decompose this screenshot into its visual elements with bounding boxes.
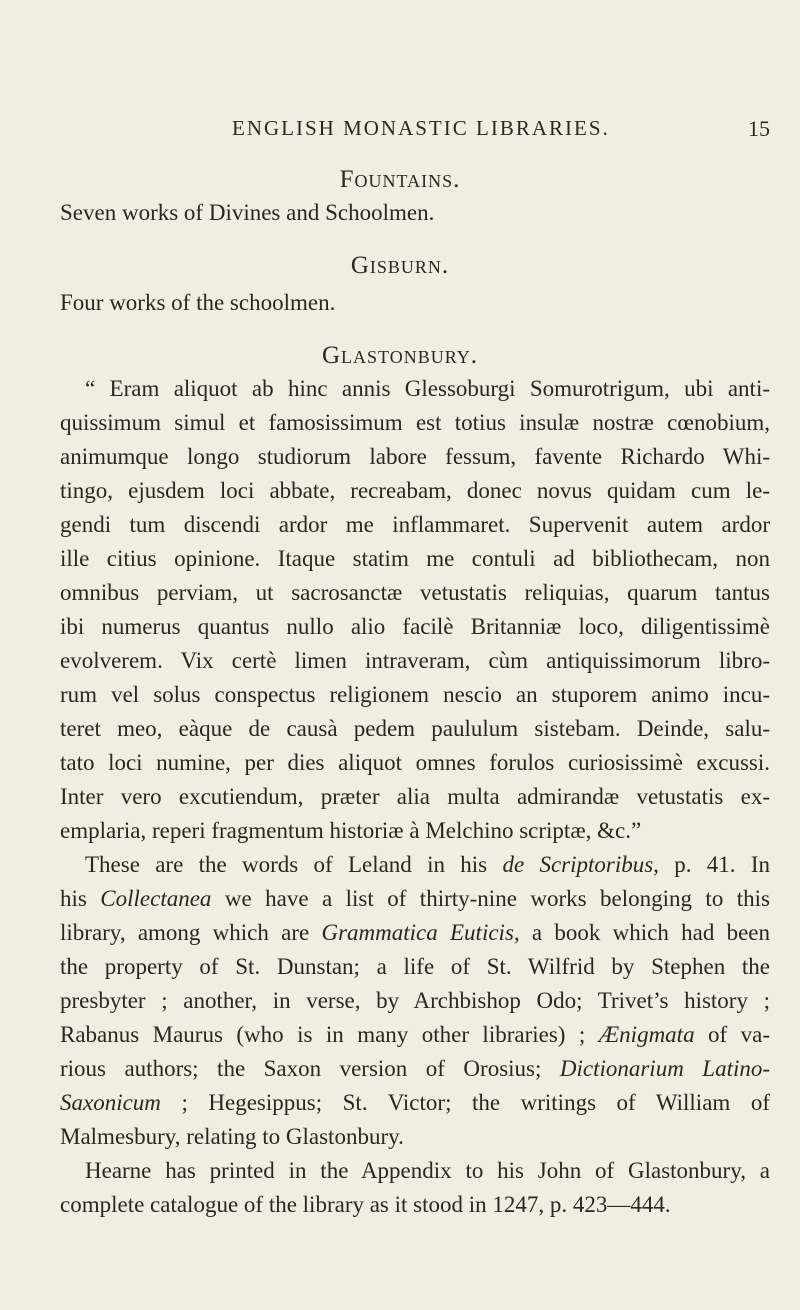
quote-line: omnibus perviam, ut sacrosanctæ vetustatis reliquias, quarum tantus <box>60 580 770 605</box>
paragraph-line: These are the words of Leland in his de Scriptoribus, p. 41. In <box>85 852 770 877</box>
quote-line: Inter vero excutiendum, præter alia multa admirandæ vetustatis ex- <box>60 784 770 809</box>
quote-line: teret meo, eàque de causà pedem paululum sistebam. Deinde, salu- <box>60 716 770 741</box>
gisburn-text: Four works of the schoolmen. <box>60 290 336 315</box>
quote-line: rum vel solus conspectus religionem nescio an stuporem animo incu- <box>60 682 770 707</box>
paragraph-line: Hearne has printed in the Appendix to his John of Glastonbury, a <box>85 1158 770 1183</box>
quote-line: “ Eram aliquot ab hinc annis Glessoburgi Somurotrigum, ubi anti- <box>85 376 770 401</box>
quote-line: tato loci numine, per dies aliquot omnes forulos curiosissimè excussi. <box>60 750 770 775</box>
paragraph-line: Malmesbury, relating to Glastonbury. <box>60 1124 404 1149</box>
quote-line: animumque longo studiorum labore fessum, favente Richardo Whi- <box>60 444 770 469</box>
paragraph-line: library, among which are Grammatica Euticis, a book which had been <box>60 920 770 945</box>
running-head <box>60 116 770 146</box>
quote-line: tingo, ejusdem loci abbate, recreabam, donec novus quidam cum le- <box>60 478 770 503</box>
paragraph-line: complete catalogue of the library as it stood in 1247, p. 423—444. <box>60 1192 671 1217</box>
quote-line: evolverem. Vix certè limen intraveram, cùm antiquissimorum libro- <box>60 648 770 673</box>
paragraph-line: Rabanus Maurus (who is in many other libraries) ; Ænigmata of va- <box>60 1022 770 1047</box>
fountains-text: Seven works of Divines and Schoolmen. <box>60 200 435 225</box>
heading-glastonbury: Glastonbury. <box>322 342 478 369</box>
paragraph-line: presbyter ; another, in verse, by Archbishop Odo; Trivet’s history ; <box>60 988 770 1013</box>
page-number: 15 <box>748 116 770 141</box>
quote-line: ille citius opinione. Itaque statim me contuli ad bibliothecam, non <box>60 546 770 571</box>
quote-line: ibi numerus quantus nullo alio facilè Britanniæ loco, diligentissimè <box>60 614 770 639</box>
paragraph-line: his Collectanea we have a list of thirty-nine works belonging to this <box>60 886 770 911</box>
quote-line: quissimum simul et famosissimum est totius insulæ nostræ cœnobium, <box>60 410 770 435</box>
paragraph-line: the property of St. Dunstan; a life of St. Wilfrid by Stephen the <box>60 954 770 979</box>
quote-line: gendi tum discendi ardor me inflammaret. Supervenit autem ardor <box>60 512 770 537</box>
paragraph-line: rious authors; the Saxon version of Orosius; Dictionarium Latino- <box>60 1056 771 1081</box>
paragraph-line: Saxonicum ; Hegesippus; St. Victor; the writings of William of <box>60 1090 770 1115</box>
heading-fountains: Fountains. <box>339 166 461 193</box>
heading-gisburn: Gisburn. <box>350 252 450 279</box>
quote-line: emplaria, reperi fragmentum historiæ à Melchino scriptæ, &c.” <box>60 818 642 843</box>
running-head-title: ENGLISH MONASTIC LIBRARIES. <box>232 116 610 140</box>
